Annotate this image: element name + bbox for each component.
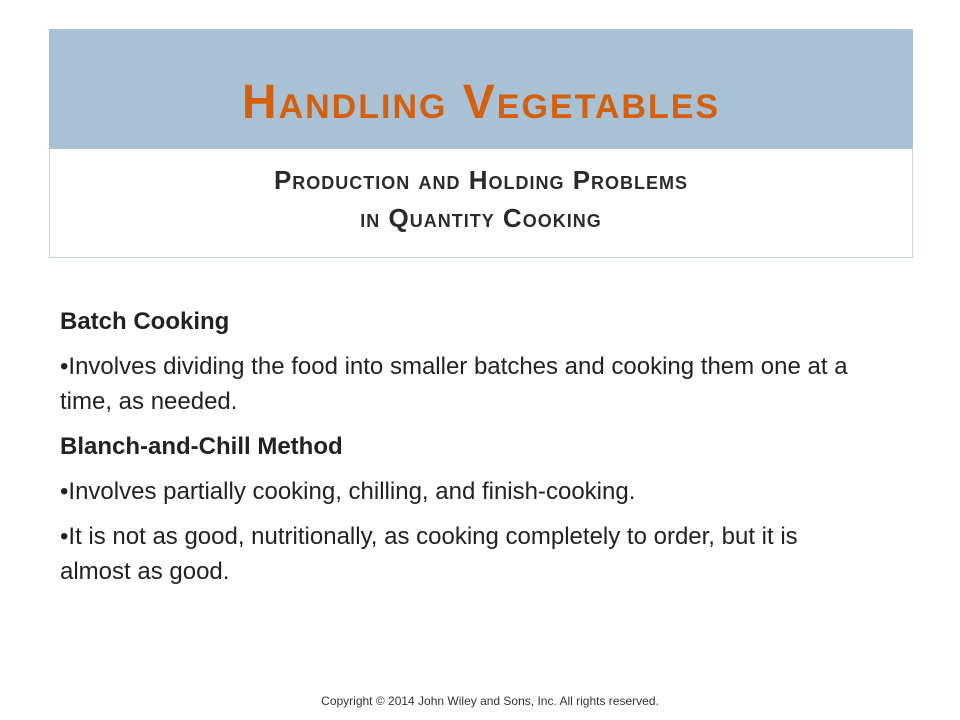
subtitle-box [49,149,913,258]
bullet-item [60,349,860,419]
title-band [49,29,913,149]
bullet-text: It is not as good, nutritionally, as cooking completely to order, but it is almost as good. [60,523,798,585]
bullet-icon: • [60,523,69,550]
section-heading-batch-cooking: Batch Cooking [60,308,230,335]
bullet-text: Involves partially cooking, chilling, and finish-cooking. [68,478,636,505]
slide-title: Handling Vegetables [241,76,721,129]
slide-body [60,304,860,599]
bullet-text: Involves dividing the food into smaller batches and cooking them one at a time, as needed. [60,353,848,415]
subtitle-line-2: in Quantity Cooking [360,203,602,233]
slide-subtitle [50,161,912,237]
copyright-footer: Copyright © 2014 John Wiley and Sons, Inc. All rights reserved. [321,694,659,708]
bullet-item [60,519,860,589]
section-heading-blanch-and-chill: Blanch-and-Chill Method [60,433,343,460]
bullet-icon: • [60,478,69,505]
bullet-icon: • [60,353,69,380]
subtitle-line-1: Production and Holding Problems [273,165,689,195]
bullet-item [60,474,860,509]
